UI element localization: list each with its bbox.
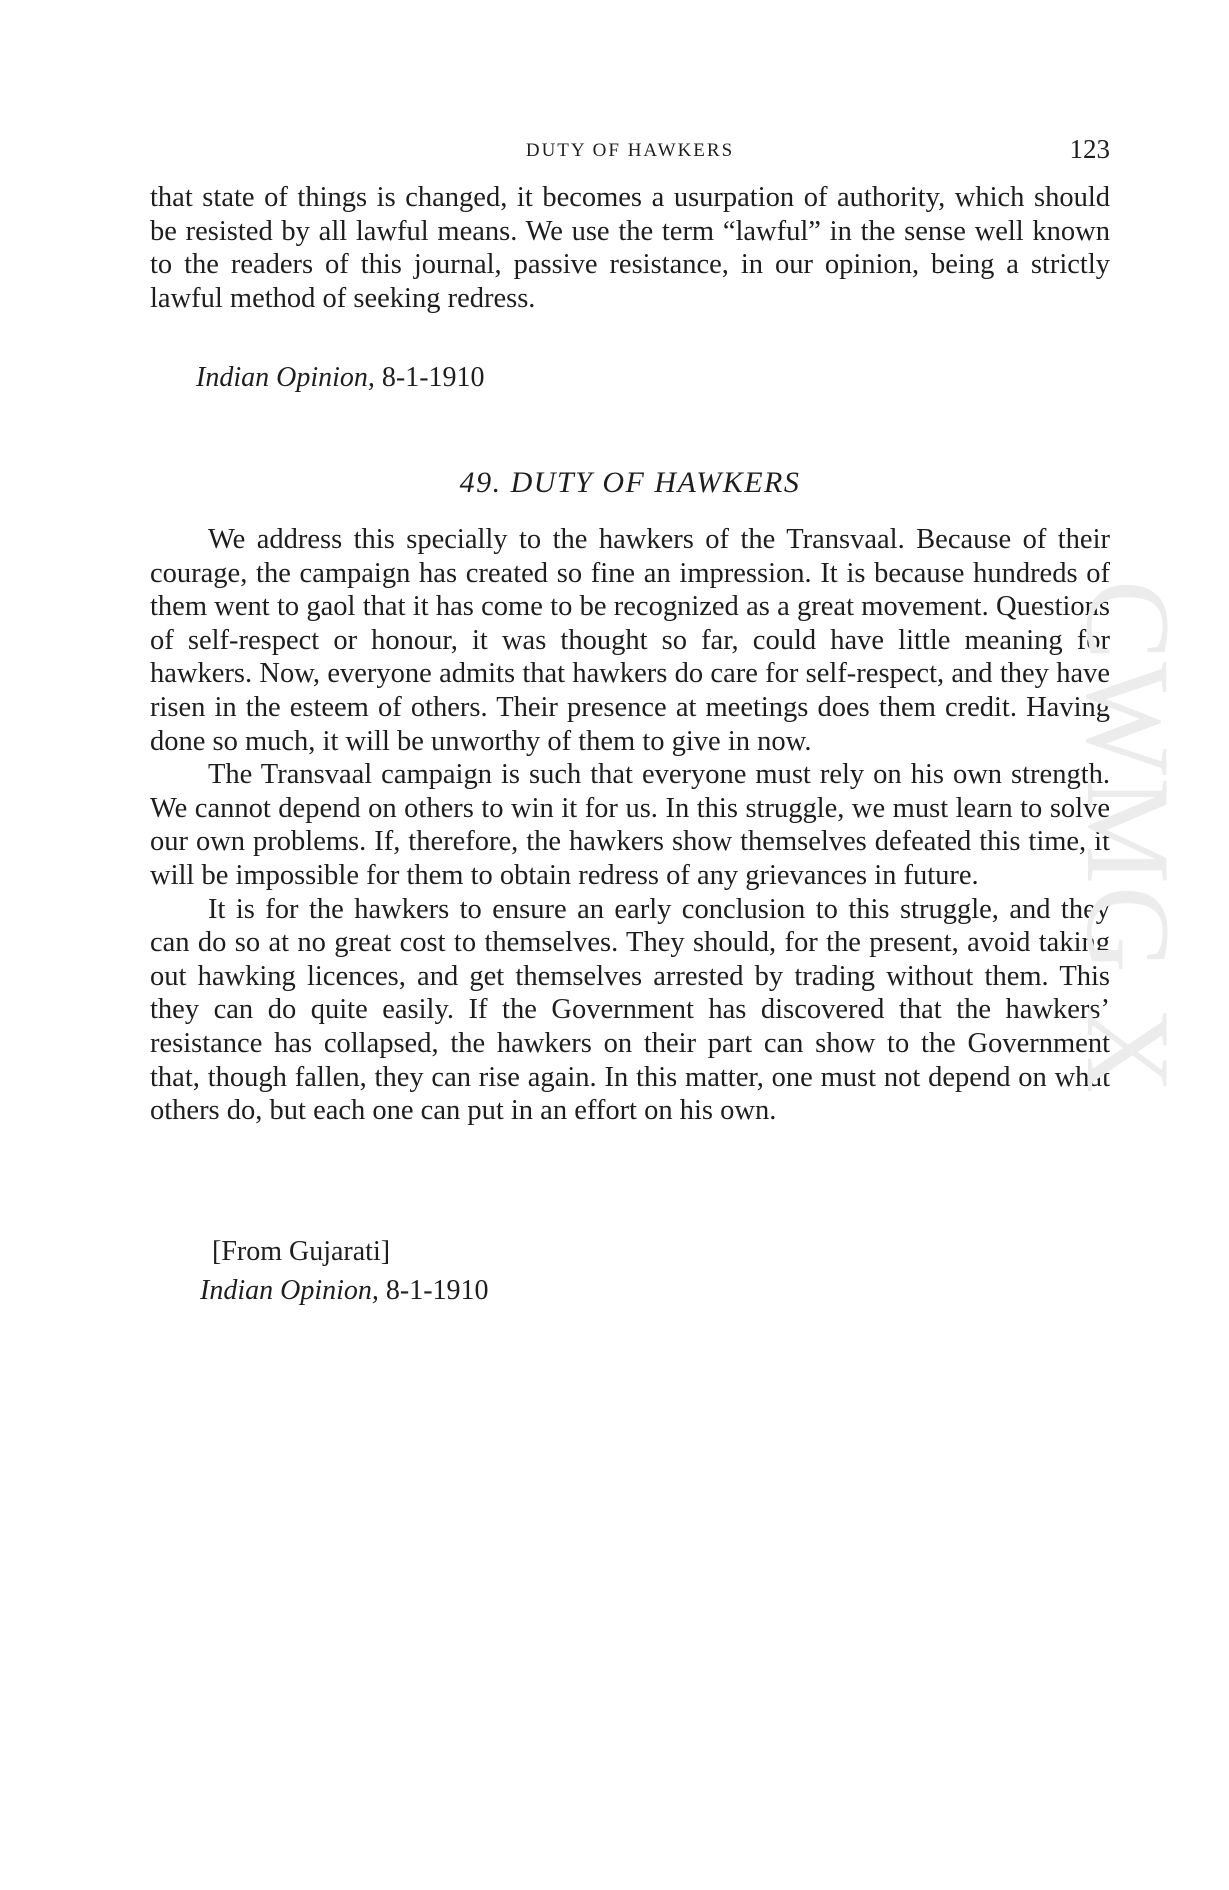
source-citation	[196, 362, 485, 394]
paragraph: It is for the hawkers to ensure an early conclusion to this struggle, and they can do so at no great cost to themselves. They should, for the present, avoid taking out hawking licences, and get themselves arrested by trading without them. This they can do quite easily. If the Government has discovered that the hawkers’ resistance has collapsed, the hawkers on their part can show to the Government that, though fallen, they can rise again. In this matter, one must not depend on what others do, but each one can put in an effort on his own.	[150, 893, 1110, 1127]
article-body	[150, 523, 1110, 1128]
paragraph: We address this specially to the hawkers of the Transvaal. Because of their courage, the campaign has created so fine an impression. It is because hundreds of them went to gaol that it has come to be recognized as a great movement. Questions of self-respect or honour, it was thought so far, could have little meaning for hawkers. Now, everyone admits that hawkers do care for self-respect, and they have risen in the esteem of others. Their presence at meetings does them credit. Having done so much, it will be unworthy of them to give in now.	[150, 524, 1110, 757]
article-heading: 49. DUTY OF HAWKERS	[459, 466, 801, 499]
continued-paragraph	[150, 181, 1110, 315]
publication-date: 8-1-1910	[385, 1275, 489, 1306]
page-number: 123	[1069, 134, 1110, 164]
source-citation	[200, 1275, 489, 1307]
running-title: DUTY OF HAWKERS	[525, 140, 735, 161]
paragraph: The Transvaal campaign is such that everyone must rely on his own strength. We cannot depend on others to win it for us. In this struggle, we must learn to solve our own problems. If, therefore, the hawkers show themselves defeated this time, it will be impossible for them to obtain redress of any grievances in future.	[150, 759, 1110, 891]
paragraph: that state of things is changed, it becomes a usurpation of authority, which should be resisted by all lawful means. We use the term “lawful” in the sense well known to the readers of this journal, passive resistance, in our opinion, being a strictly lawful method of seeking redress.	[150, 182, 1110, 314]
watermark: CWMG X	[1062, 580, 1195, 1096]
publication-date: 8-1-1910	[381, 362, 485, 393]
publication-name: Indian Opinion,	[200, 1275, 379, 1306]
running-head	[150, 134, 1110, 170]
publication-name: Indian Opinion,	[196, 362, 375, 393]
source-language-note: [From Gujarati]	[212, 1236, 391, 1267]
